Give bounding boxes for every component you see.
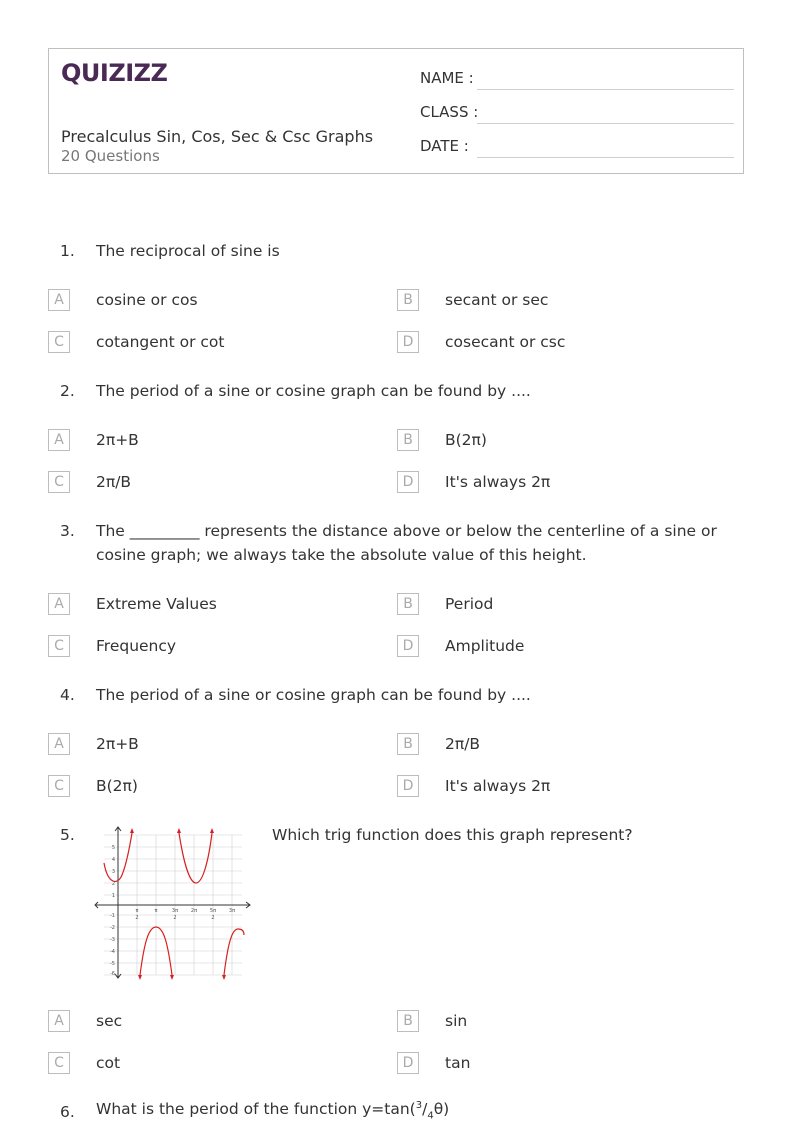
class-label: CLASS : bbox=[420, 103, 479, 121]
option-text[interactable]: tan bbox=[445, 1054, 471, 1072]
question-number: 1. bbox=[60, 242, 75, 260]
option-text[interactable]: B(2π) bbox=[96, 777, 138, 795]
option-text[interactable]: secant or sec bbox=[445, 291, 549, 309]
fraction-slash: / bbox=[422, 1100, 428, 1119]
trig-graph-figure bbox=[94, 825, 254, 980]
x-tick-label: 2 bbox=[135, 915, 139, 921]
y-tick-label: 2 bbox=[111, 881, 115, 887]
option-text[interactable]: 2π+B bbox=[96, 735, 139, 753]
question-count: 20 Questions bbox=[61, 147, 160, 165]
option-letter[interactable]: B bbox=[397, 429, 419, 451]
x-tick-label: 2 bbox=[211, 915, 215, 921]
graph-arrowheads bbox=[130, 828, 226, 980]
worksheet-title: Precalculus Sin, Cos, Sec & Csc Graphs bbox=[61, 127, 374, 146]
y-tick-label: 3 bbox=[111, 869, 115, 875]
option-text[interactable]: 2π/B bbox=[445, 735, 481, 753]
y-tick-label: -3 bbox=[110, 937, 115, 943]
question-text: The period of a sine or cosine graph can be found by .... bbox=[96, 382, 531, 400]
class-field[interactable] bbox=[420, 103, 734, 125]
option-text[interactable]: cotangent or cot bbox=[96, 333, 225, 351]
y-tick-label: -2 bbox=[110, 925, 115, 931]
option-letter[interactable]: B bbox=[397, 1010, 419, 1032]
option-letter[interactable]: A bbox=[48, 429, 70, 451]
option-text[interactable]: 2π/B bbox=[96, 473, 132, 491]
date-line bbox=[477, 157, 734, 158]
question-number: 4. bbox=[60, 686, 75, 704]
x-tick-label: 3π bbox=[171, 908, 179, 914]
graph-y-labels bbox=[110, 845, 115, 977]
x-tick-label: π bbox=[135, 908, 139, 914]
question-text-prefix: What is the period of the function y=tan( bbox=[96, 1100, 416, 1119]
x-tick-label: 5π bbox=[209, 908, 217, 914]
option-letter[interactable]: A bbox=[48, 733, 70, 755]
question-text: Which trig function does this graph represent? bbox=[272, 826, 633, 844]
name-line bbox=[477, 89, 734, 90]
option-text[interactable]: sec bbox=[96, 1012, 123, 1030]
option-letter[interactable]: C bbox=[48, 775, 70, 797]
y-tick-label: -6 bbox=[110, 971, 115, 977]
option-text[interactable]: Frequency bbox=[96, 637, 177, 655]
question-text: The reciprocal of sine is bbox=[96, 242, 280, 260]
option-letter[interactable]: C bbox=[48, 331, 70, 353]
question-number: 3. bbox=[60, 522, 75, 540]
y-tick-label: 1 bbox=[111, 893, 115, 899]
question-number: 2. bbox=[60, 382, 75, 400]
question-text: The _________ represents the distance above or below the centerline of a sine or cosine graph; we always take the absolute value of this height. bbox=[96, 522, 717, 564]
question-text: The period of a sine or cosine graph can be found by .... bbox=[96, 686, 531, 704]
option-text[interactable]: cot bbox=[96, 1054, 121, 1072]
option-letter[interactable]: D bbox=[397, 1052, 419, 1074]
option-text[interactable]: Extreme Values bbox=[96, 595, 217, 613]
option-text[interactable]: B(2π) bbox=[445, 431, 487, 449]
option-letter[interactable]: D bbox=[397, 471, 419, 493]
option-letter[interactable]: D bbox=[397, 331, 419, 353]
option-letter[interactable]: C bbox=[48, 1052, 70, 1074]
y-tick-label: -1 bbox=[110, 913, 115, 919]
option-letter[interactable]: C bbox=[48, 635, 70, 657]
question-text bbox=[96, 1100, 449, 1121]
x-tick-label: π bbox=[154, 908, 158, 914]
question-text-suffix: θ) bbox=[433, 1100, 450, 1119]
question-number: 5. bbox=[60, 826, 75, 844]
option-text[interactable]: sin bbox=[445, 1012, 468, 1030]
date-label: DATE : bbox=[420, 137, 469, 155]
option-text[interactable]: cosecant or csc bbox=[445, 333, 566, 351]
x-tick-label: 2π bbox=[190, 908, 198, 914]
option-text[interactable]: Period bbox=[445, 595, 494, 613]
option-text[interactable]: cosine or cos bbox=[96, 291, 198, 309]
fraction-denominator: 4 bbox=[427, 1110, 434, 1122]
option-text[interactable]: Amplitude bbox=[445, 637, 525, 655]
worksheet-header bbox=[48, 48, 744, 174]
name-field[interactable] bbox=[420, 69, 734, 91]
y-tick-label: -4 bbox=[110, 949, 115, 955]
option-text[interactable]: It's always 2π bbox=[445, 777, 551, 795]
option-letter[interactable]: A bbox=[48, 1010, 70, 1032]
question-number: 6. bbox=[60, 1103, 75, 1121]
fraction-numerator: 3 bbox=[415, 1100, 423, 1111]
x-tick-label: 3π bbox=[228, 908, 236, 914]
y-tick-label: 5 bbox=[111, 845, 115, 851]
option-text[interactable]: It's always 2π bbox=[445, 473, 551, 491]
y-tick-label: 4 bbox=[111, 857, 115, 863]
quizizz-logo: QUIZIZZ bbox=[61, 59, 168, 87]
class-line bbox=[477, 123, 734, 124]
option-letter[interactable]: B bbox=[397, 289, 419, 311]
option-letter[interactable]: D bbox=[397, 635, 419, 657]
option-letter[interactable]: C bbox=[48, 471, 70, 493]
y-tick-label: -5 bbox=[110, 961, 115, 967]
x-tick-label: 2 bbox=[173, 915, 177, 921]
option-text[interactable]: 2π+B bbox=[96, 431, 139, 449]
option-letter[interactable]: A bbox=[48, 593, 70, 615]
graph-x-labels bbox=[135, 908, 235, 921]
option-letter[interactable]: B bbox=[397, 733, 419, 755]
date-field[interactable] bbox=[420, 137, 734, 159]
name-label: NAME : bbox=[420, 69, 474, 87]
option-letter[interactable]: D bbox=[397, 775, 419, 797]
graph-curves bbox=[104, 833, 244, 975]
option-letter[interactable]: A bbox=[48, 289, 70, 311]
option-letter[interactable]: B bbox=[397, 593, 419, 615]
